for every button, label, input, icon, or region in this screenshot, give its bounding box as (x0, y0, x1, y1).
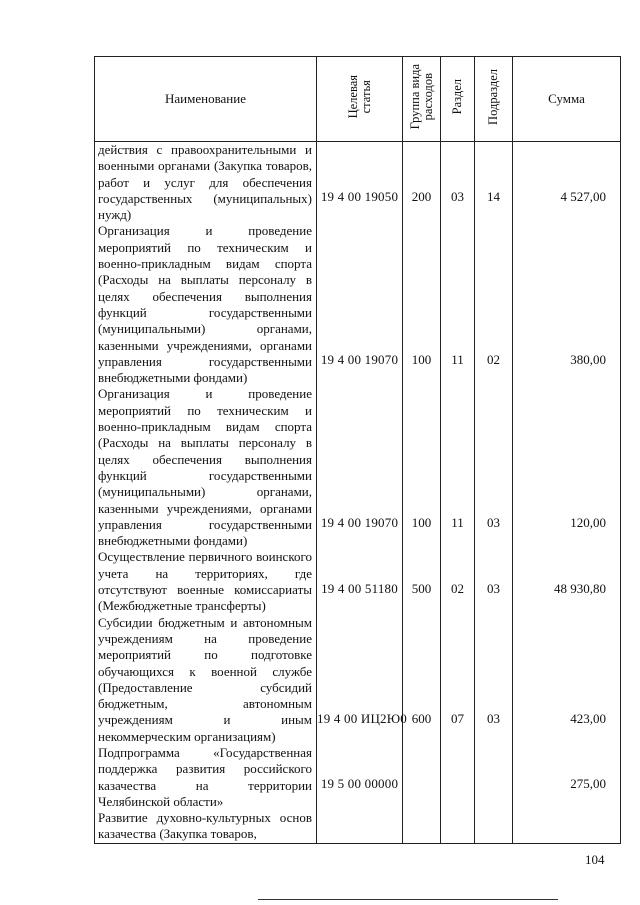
table-row (95, 386, 621, 549)
table-row (95, 810, 621, 843)
table-header-row (95, 57, 621, 142)
row-code: 19 4 00 19070 (317, 386, 403, 549)
row-group: 500 (403, 549, 441, 614)
row-group (403, 745, 441, 810)
row-subsection: 03 (475, 386, 513, 549)
row-sum: 380,00 (513, 223, 621, 386)
header-sum: Сумма (513, 57, 621, 142)
row-section (441, 745, 475, 810)
row-name: Организация и проведение мероприятий по техническим и военно-прикладным видам спорта (Расходы на выплаты персоналу в целях обеспечения выполнения функций государственными (муниципальными) органами, казенными учреждениями, органами управления государственными внебюджетными фондами) (95, 223, 317, 386)
row-sum: 48 930,80 (513, 549, 621, 614)
row-subsection: 14 (475, 142, 513, 224)
row-subsection (475, 810, 513, 843)
header-group: Группа вида расходов (403, 57, 441, 142)
row-sum: 4 527,00 (513, 142, 621, 224)
bottom-divider (258, 899, 558, 900)
row-section: 02 (441, 549, 475, 614)
row-sum: 120,00 (513, 386, 621, 549)
page-number: 104 (585, 852, 605, 867)
row-name: Развитие духовно-культурных основ казачества (Закупка товаров, (95, 810, 317, 843)
row-name: Субсидии бюджетным и автономным учреждениям на проведение мероприятий по подготовке обучающихся к военной службе (Предоставление субсидий бюджетным, автономным учреждениям и иным некоммерческим организациям) (95, 615, 317, 745)
header-section: Раздел (441, 57, 475, 142)
row-code: 19 5 00 00000 (317, 745, 403, 810)
row-section: 07 (441, 615, 475, 745)
row-group: 100 (403, 386, 441, 549)
table-row (95, 549, 621, 614)
row-code: 19 4 00 19070 (317, 223, 403, 386)
header-name: Наименование (95, 57, 317, 142)
row-section: 11 (441, 223, 475, 386)
row-group (403, 810, 441, 843)
table-row (95, 745, 621, 810)
row-subsection (475, 745, 513, 810)
row-subsection: 02 (475, 223, 513, 386)
row-code: 19 4 00 19050 (317, 142, 403, 224)
row-code: 19 4 00 ИЦ2Ю0 (317, 615, 403, 745)
row-subsection: 03 (475, 549, 513, 614)
row-group: 100 (403, 223, 441, 386)
header-subsection: Подраздел (475, 57, 513, 142)
row-section (441, 810, 475, 843)
row-name: Организация и проведение мероприятий по техническим и военно-прикладным видам спорта (Расходы на выплаты персоналу в целях обеспечения выполнения функций государственными (муниципальными) органами, казенными учреждениями, органами управления государственными внебюджетными фондами) (95, 386, 317, 549)
row-code (317, 810, 403, 843)
row-group: 200 (403, 142, 441, 224)
row-name: Осуществление первичного воинского учета на территориях, где отсутствуют военные комиссариаты (Межбюджетные трансферты) (95, 549, 317, 614)
budget-table (94, 56, 621, 844)
table-row (95, 223, 621, 386)
row-sum (513, 810, 621, 843)
row-section: 11 (441, 386, 475, 549)
row-section: 03 (441, 142, 475, 224)
table-row (95, 615, 621, 745)
header-code: Целевая статья (317, 57, 403, 142)
row-sum: 423,00 (513, 615, 621, 745)
row-subsection: 03 (475, 615, 513, 745)
table-row (95, 142, 621, 224)
row-name: действия с правоохранительными и военными органами (Закупка товаров, работ и услуг для обеспечения государственных (муниципальных) нужд) (95, 142, 317, 224)
row-group: 600 (403, 615, 441, 745)
row-code: 19 4 00 51180 (317, 549, 403, 614)
row-name: Подпрограмма «Государственная поддержка развития российского казачества на территории Челябинской области» (95, 745, 317, 810)
row-sum: 275,00 (513, 745, 621, 810)
